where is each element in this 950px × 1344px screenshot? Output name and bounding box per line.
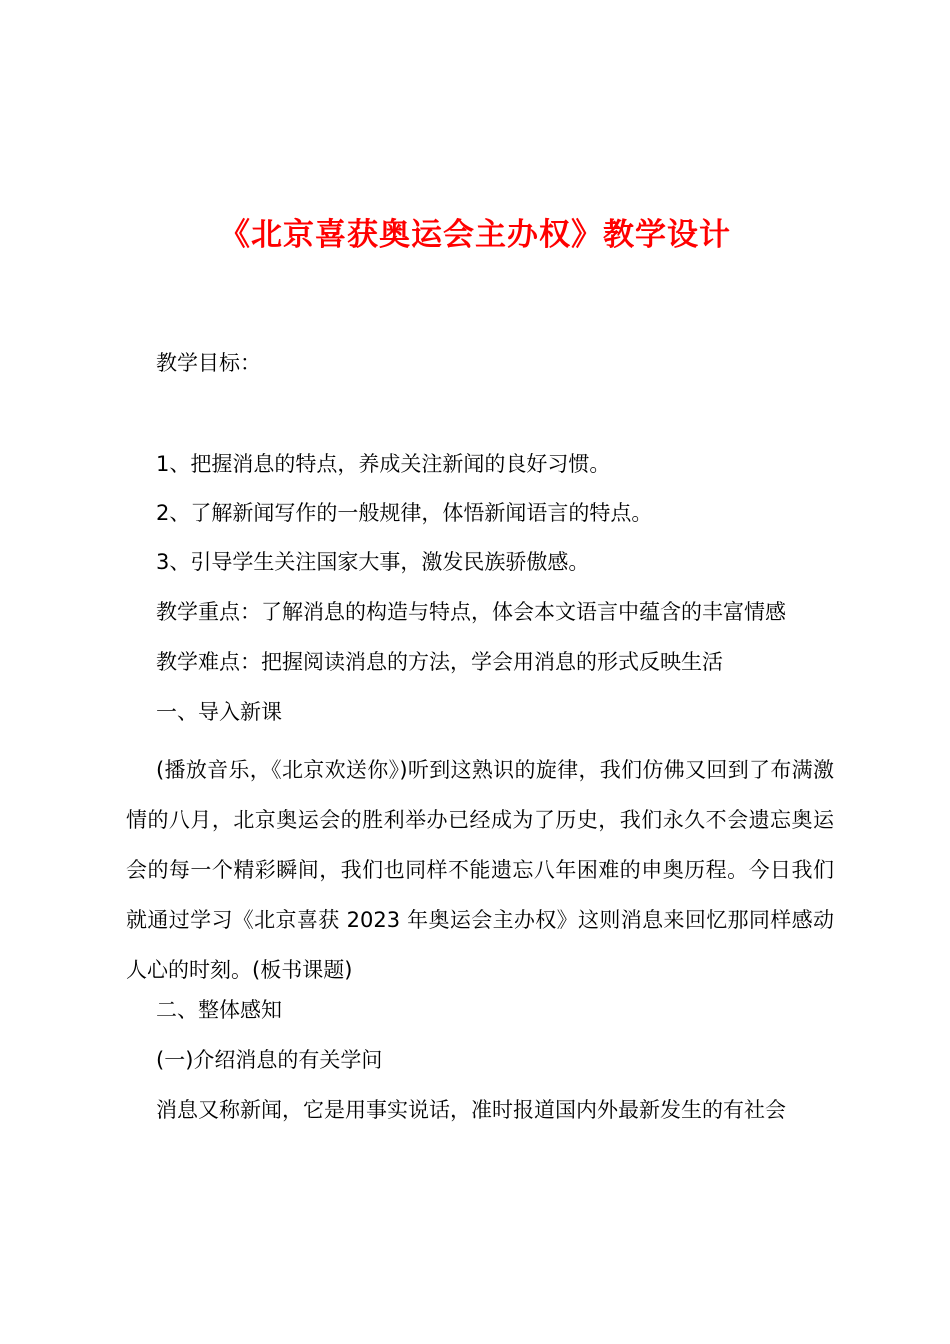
key-point: 教学重点：了解消息的构造与特点，体会本文语言中蕴含的丰富情感 — [156, 600, 786, 624]
section-heading-intro: 一、导入新课 — [156, 700, 282, 724]
intro-paragraph: (播放音乐，《北京欢送你》)听到这熟识的旋律，我们仿佛又回到了布满激情的八月，北京奥运会的胜利举办已经成为了历史，我们永久不会遗忘奥运会的每一个精彩瞬间，我们也同样不能遗忘八年困难的申奥历程。今日我们就通过学习《北京喜获 2023 年奥运会主办权》这则消息来回忆那同样感动人心的时刻。(板书课题) — [126, 758, 834, 982]
difficulty: 教学难点：把握阅读消息的方法，学会用消息的形式反映生活 — [156, 650, 723, 674]
document-title: 《北京喜获奥运会主办权》教学设计 — [219, 217, 731, 253]
objectives-heading: 教学目标： — [156, 351, 261, 375]
subsection-heading: (一)介绍消息的有关学问 — [156, 1048, 383, 1072]
section-heading-overview: 二、整体感知 — [156, 998, 282, 1022]
objective-item-3: 3、引导学生关注国家大事，激发民族骄傲感。 — [156, 550, 590, 574]
objective-item-1: 1、把握消息的特点，养成关注新闻的良好习惯。 — [156, 452, 611, 476]
objective-item-2: 2、了解新闻写作的一般规律，体悟新闻语言的特点。 — [156, 501, 653, 525]
body-text-line: 消息又称新闻，它是用事实说话，准时报道国内外最新发生的有社会 — [156, 1098, 786, 1122]
